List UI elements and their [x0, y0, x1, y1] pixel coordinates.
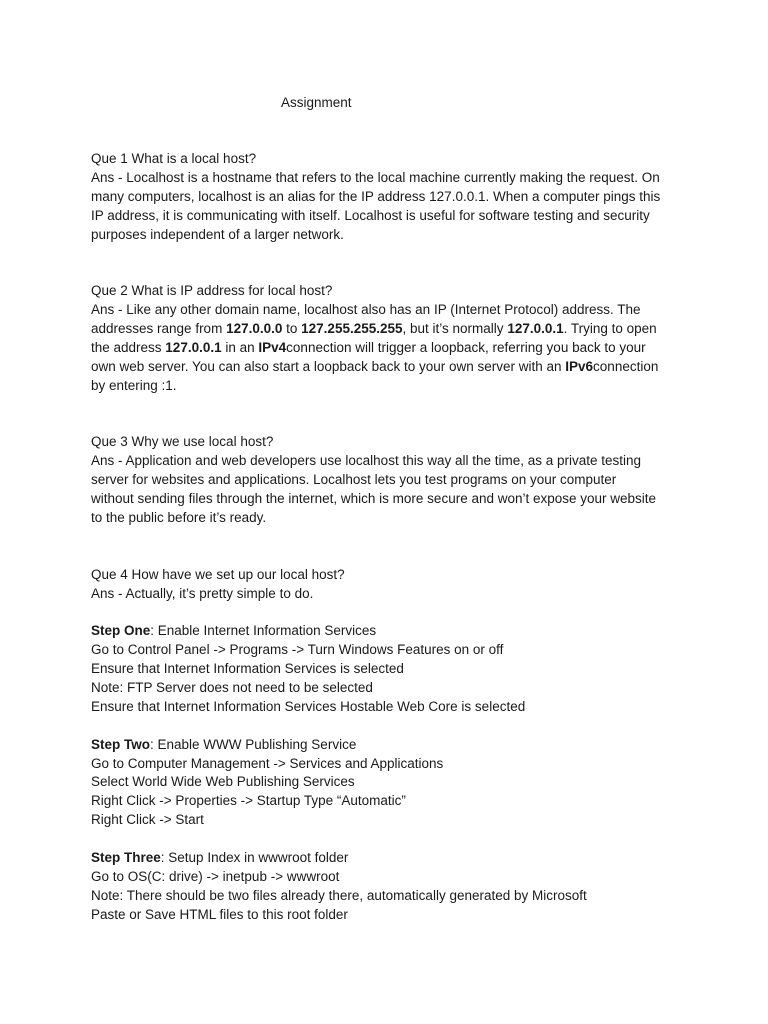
q3-answer-line: server for websites and applications. Localhost lets you test programs on your computer	[91, 472, 617, 488]
q3-answer-line: without sending files through the internet, which is more secure and won’t expose your website	[91, 491, 657, 507]
document-body	[91, 150, 691, 925]
step-instruction: Select World Wide Web Publishing Services	[91, 774, 355, 790]
text-run: own web server. You can also start a loopback back to your own server with an	[91, 358, 566, 374]
text-run: connection will trigger a loopback, referring you back to your	[286, 339, 646, 355]
text-run: . Trying to open	[563, 321, 657, 337]
text-run: in an	[221, 339, 259, 355]
q1-answer-line: IP address, it is communicating with itself. Localhost is useful for software testing and security	[91, 207, 650, 223]
q2-answer-line: Ans - Like any other domain name, localhost also has an IP (Internet Protocol) address. The	[91, 302, 641, 318]
document-title: Assignment	[281, 95, 352, 110]
q2-section	[91, 282, 691, 395]
step-instruction: Ensure that Internet Information Services Hostable Web Core is selected	[91, 698, 526, 714]
text-run: the address	[91, 339, 166, 355]
q2-answer-line	[91, 320, 691, 339]
q3-answer-line: Ans - Application and web developers use localhost this way all the time, as a private testing	[91, 453, 642, 469]
step-instruction: Paste or Save HTML files to this root folder	[91, 906, 348, 922]
bold-protocol: IPv6	[565, 358, 594, 374]
q4-question: Que 4 How have we set up our local host?	[91, 566, 345, 582]
step-instruction: Go to Computer Management -> Services and Applications	[91, 755, 444, 771]
step-instruction: Right Click -> Start	[91, 812, 204, 828]
q3-answer-line: to the public before it’s ready.	[91, 509, 267, 525]
step-heading-text: : Setup Index in wwwroot folder	[160, 850, 349, 865]
spacer	[91, 717, 691, 736]
q1-answer-line: purposes independent of a larger network.	[91, 226, 344, 242]
bold-ip: 127.0.0.1	[165, 339, 222, 355]
q1-answer-line: many computers, localhost is an alias for the IP address 127.0.0.1. When a computer pings this	[91, 188, 661, 204]
spacer	[91, 244, 691, 282]
q1-question: Que 1 What is a local host?	[91, 151, 257, 166]
bold-ip: 127.0.0.0	[226, 321, 283, 337]
step-instruction: Go to OS(C: drive) -> inetpub -> wwwroot	[91, 868, 340, 884]
q4-answer: Ans - Actually, it’s pretty simple to do.	[91, 585, 314, 601]
spacer	[91, 830, 691, 849]
step-two-heading	[91, 736, 691, 755]
step-one-section	[91, 622, 691, 716]
spacer	[91, 603, 691, 622]
q3-question: Que 3 Why we use local host?	[91, 434, 274, 450]
spacer	[91, 528, 691, 566]
step-label: Step One	[91, 623, 151, 639]
text-run: , but it’s normally	[402, 321, 508, 337]
q2-answer-line	[91, 358, 691, 377]
bold-ip: 127.255.255.255	[301, 321, 403, 337]
q4-section	[91, 566, 691, 604]
step-heading-text: : Enable Internet Information Services	[150, 623, 377, 639]
q2-question: Que 2 What is IP address for local host?	[91, 283, 333, 299]
step-instruction: Note: FTP Server does not need to be selected	[91, 679, 373, 695]
q3-section	[91, 433, 691, 527]
step-label: Step Two	[91, 736, 150, 752]
q2-answer-line: by entering :1.	[91, 377, 177, 393]
step-three-heading	[91, 849, 691, 868]
step-three-section	[91, 849, 691, 925]
spacer	[91, 396, 691, 434]
step-instruction: Note: There should be two files already there, automatically generated by Microsoft	[91, 887, 587, 903]
step-heading-text: : Enable WWW Publishing Service	[150, 736, 357, 752]
step-label: Step Three	[91, 850, 161, 865]
step-one-heading	[91, 622, 691, 641]
step-two-section	[91, 736, 691, 830]
q2-answer-line	[91, 339, 691, 358]
bold-protocol: IPv4	[258, 339, 287, 355]
text-run: to	[282, 321, 302, 337]
step-instruction: Right Click -> Properties -> Startup Type “Automatic”	[91, 793, 406, 809]
step-instruction: Ensure that Internet Information Services is selected	[91, 661, 404, 677]
step-instruction: Go to Control Panel -> Programs -> Turn Windows Features on or off	[91, 642, 504, 658]
text-run: connection	[593, 358, 659, 374]
q1-answer-line: Ans - Localhost is a hostname that refers to the local machine currently making the request. On	[91, 169, 660, 185]
q1-section	[91, 150, 691, 244]
bold-ip: 127.0.0.1	[507, 321, 564, 337]
text-run: addresses range from	[91, 321, 227, 337]
